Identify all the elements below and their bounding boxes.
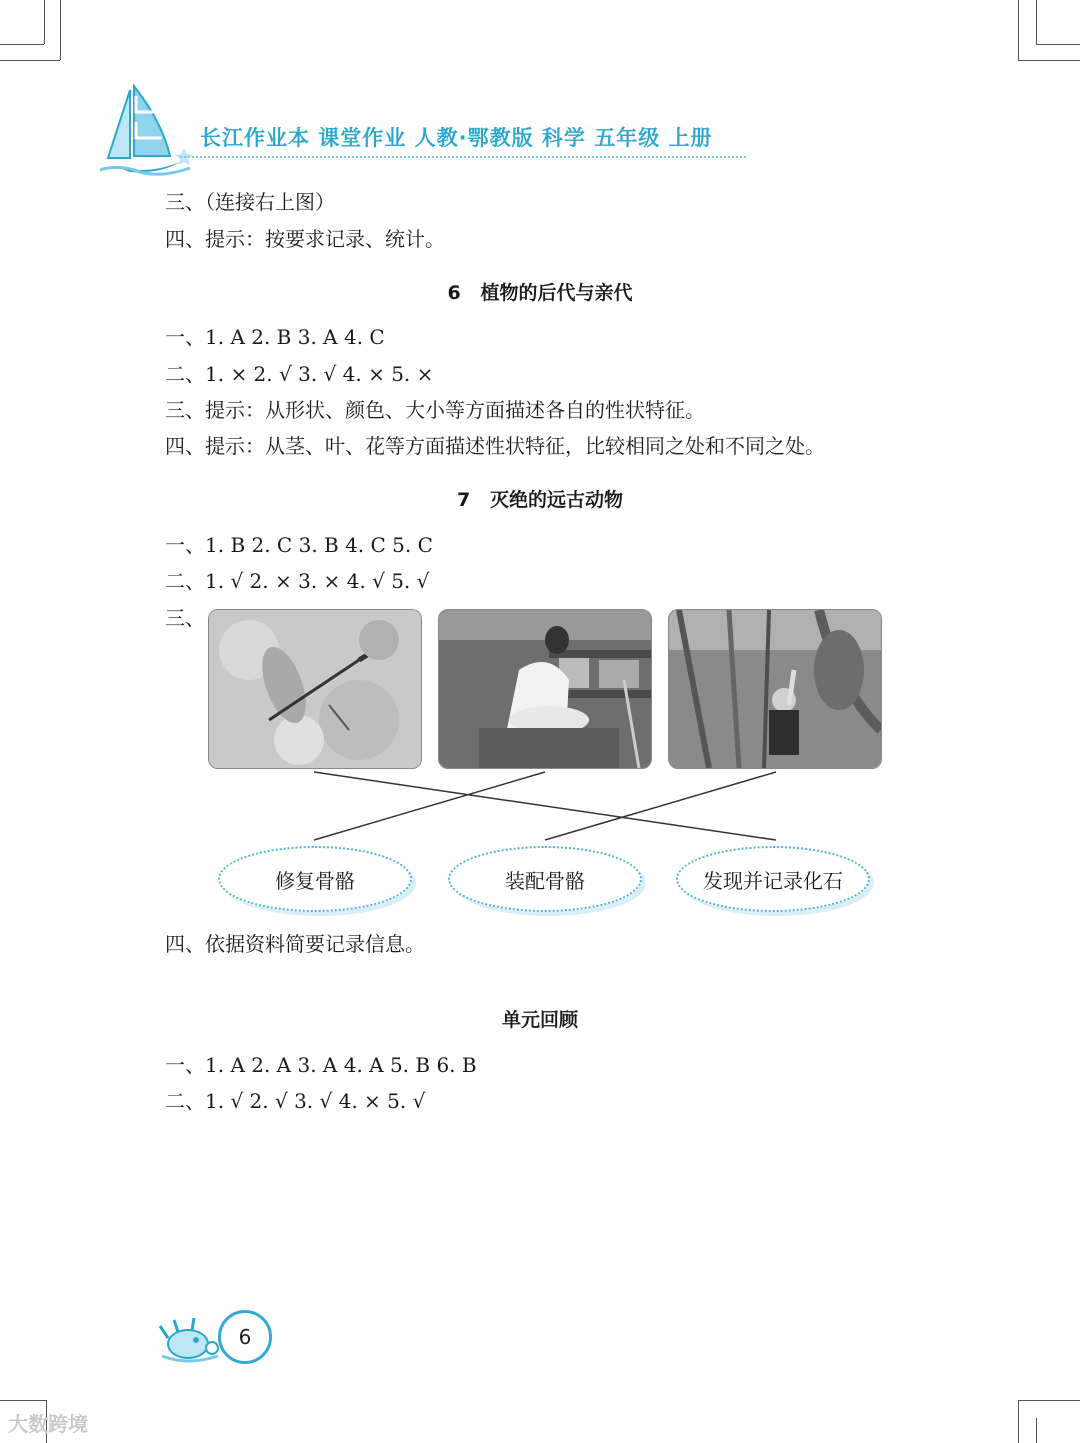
section-heading: 6 植物的后代与亲代 — [447, 282, 633, 304]
label-oval-discover: 发现并记录化石 — [676, 846, 870, 912]
answer-line: 三、提示：从形状、颜色、大小等方面描述各自的性状特征。 — [165, 398, 705, 422]
answer-line: 四、依据资料简要记录信息。 — [165, 932, 425, 956]
answer-line: 二、1. √ 2. √ 3. √ 4. × 5. √ — [165, 1089, 426, 1113]
label-oval-repair: 修复骨骼 — [218, 846, 412, 912]
section-heading: 单元回顾 — [501, 1009, 578, 1031]
answer-line: 三、（连接右上图） — [165, 190, 335, 214]
match-line-3 — [545, 772, 776, 840]
answer-line: 四、提示：按要求记录、统计。 — [165, 227, 445, 251]
header-title: 长江作业本 课堂作业 人教·鄂教版 科学 五年级 上册 — [200, 126, 713, 150]
answer-line: 一、1. B 2. C 3. B 4. C 5. C — [165, 533, 433, 557]
match-line-2 — [314, 772, 545, 840]
answer-line: 二、1. √ 2. × 3. × 4. √ 5. √ — [165, 569, 430, 593]
answer-line: 一、1. A 2. A 3. A 4. A 5. B 6. B — [165, 1053, 477, 1077]
answer-line: 四、提示：从茎、叶、花等方面描述性状特征，比较相同之处和不同之处。 — [165, 434, 825, 458]
question-label: 三、 — [165, 606, 205, 630]
match-line-1 — [314, 772, 776, 840]
label-oval-assemble: 装配骨骼 — [448, 846, 642, 912]
page-number: 6 — [218, 1310, 272, 1364]
section-heading: 7 灭绝的远古动物 — [456, 489, 624, 511]
answer-line: 一、1. A 2. B 3. A 4. C — [165, 325, 385, 349]
answer-line: 二、1. × 2. √ 3. √ 4. × 5. × — [165, 362, 434, 386]
watermark: 大数跨境 — [8, 1412, 88, 1436]
